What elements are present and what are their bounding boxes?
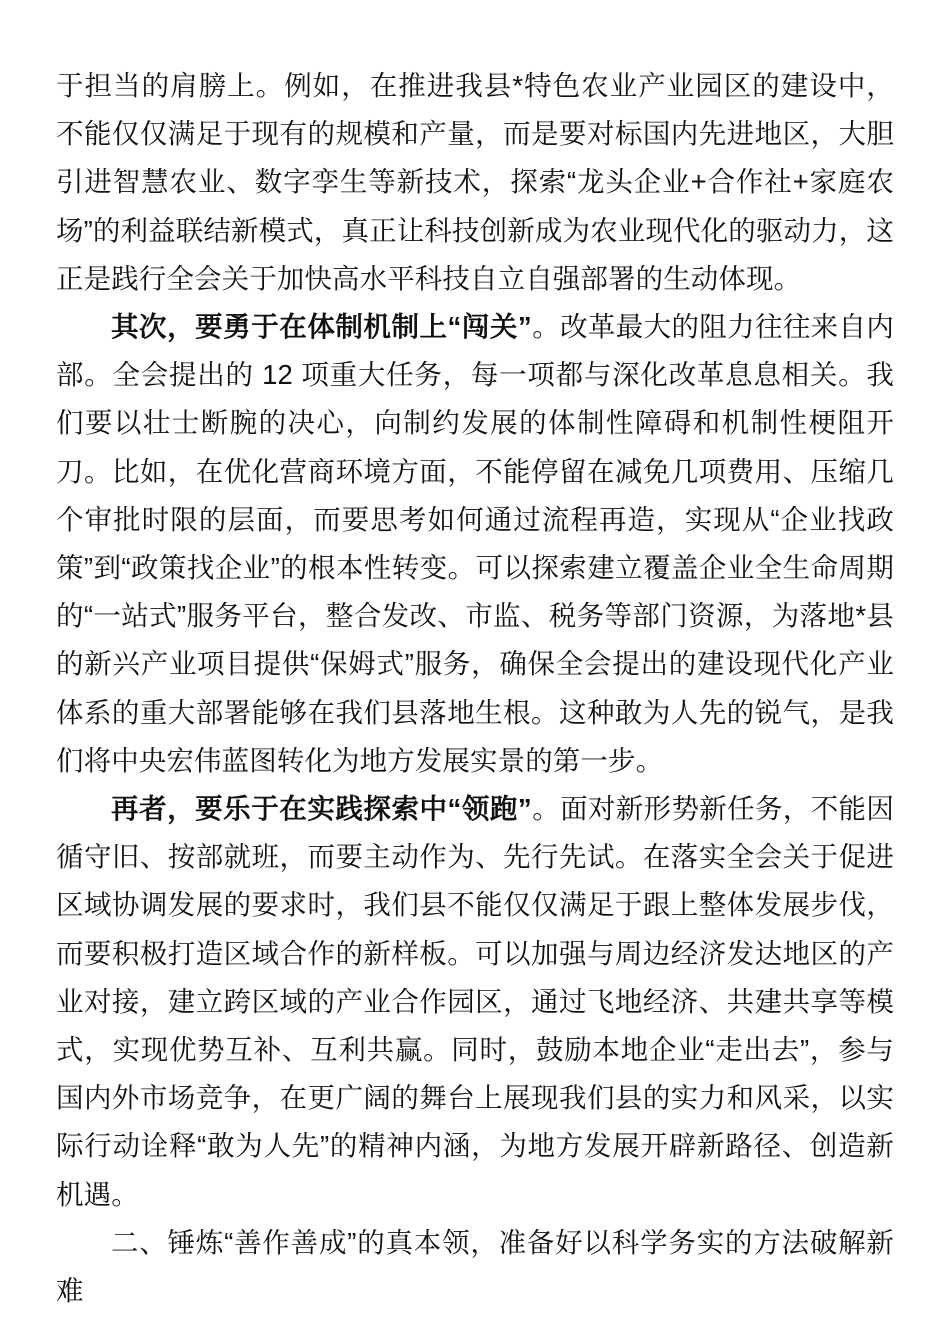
paragraph-3-lead: 再者，要乐于在实践探索中“领跑” <box>111 793 532 825</box>
document-body <box>56 62 894 1315</box>
paragraph-3-text: 。面对新形势新任务，不能因循守旧、按部就班，而要主动作为、先行先试。在落实全会关于促进区域协调发展的要求时，我们县不能仅仅满足于跟上整体发展步伐，而要积极打造区域合作的新样板。可以加强与周边经济发达地区的产业对接，建立跨区域的产业合作园区，通过飞地经济、共建共享等模式，实现优势互补、互利共赢。同时，鼓励本地企业“走出去”，参与国内外市场竞争，在更广阔的舞台上展现我们县的实力和风采，以实际行动诠释“敢为人先”的精神内涵，为地方发展开辟新路径、创造新机遇。 <box>56 793 894 1210</box>
section-heading-two-text: 二、锤炼“善作善成”的真本领，准备好以科学务实的方法破解新难 <box>56 1226 894 1307</box>
section-heading-two <box>56 1219 894 1315</box>
paragraph-2-text: 。改革最大的阻力往往来自内部。全会提出的 12 项重大任务，每一项都与深化改革息息相关。我们要以壮士断腕的决心，向制约发展的体制性障碍和机制性梗阻开刀。比如，在优化营商环境方面，不能停留在减免几项费用、压缩几个审批时限的层面，而要思考如何通过流程再造，实现从“企业找政策”到“政策找企业”的根本性转变。可以探索建立覆盖企业全生命周期的“一站式”服务平台，整合发改、市监、税务等部门资源，为落地*县的新兴产业项目提供“保姆式”服务，确保全会提出的建设现代化产业体系的重大部署能够在我们县落地生根。这种敢为人先的锐气，是我们将中央宏伟蓝图转化为地方发展实景的第一步。 <box>56 311 894 776</box>
paragraph-1 <box>56 62 894 303</box>
paragraph-2-lead: 其次，要勇于在体制机制上“闯关” <box>111 311 532 343</box>
paragraph-2 <box>56 303 894 785</box>
paragraph-1-text: 于担当的肩膀上。例如，在推进我县*特色农业产业园区的建设中，不能仅仅满足于现有的规模和产量，而是要对标国内先进地区，大胆引进智慧农业、数字孪生等新技术，探索“龙头企业+合作社+家庭农场”的利益联结新模式，真正让科技创新成为农业现代化的驱动力，这正是践行全会关于加快高水平科技自立自强部署的生动体现。 <box>56 70 894 294</box>
paragraph-3 <box>56 785 894 1219</box>
